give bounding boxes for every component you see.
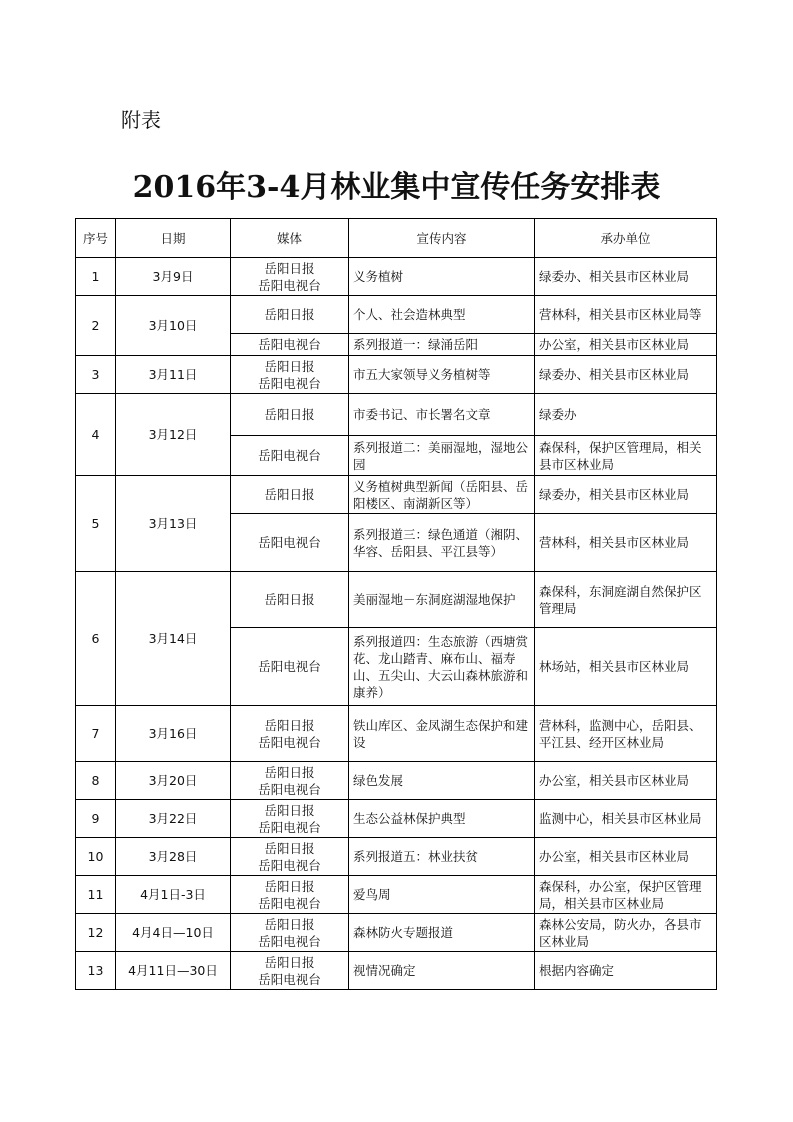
cell-unit: 森林公安局，防火办，各县市区林业局 (535, 914, 717, 952)
cell-media: 岳阳电视台 (231, 514, 349, 572)
cell-unit: 办公室，相关县市区林业局 (535, 838, 717, 876)
table-row (76, 706, 717, 762)
cell-date: 4月4日—10日 (116, 914, 231, 952)
cell-unit: 营林科，相关县市区林业局 (535, 514, 717, 572)
cell-no: 13 (76, 952, 116, 990)
cell-media (231, 876, 349, 914)
cell-no: 9 (76, 800, 116, 838)
header-media: 媒体 (231, 219, 349, 258)
table-row (76, 762, 717, 800)
cell-unit: 绿委办，相关县市区林业局 (535, 476, 717, 514)
cell-date: 3月12日 (116, 394, 231, 476)
media-paper: 岳阳日报 (264, 840, 315, 856)
cell-date: 3月10日 (116, 296, 231, 356)
cell-unit: 森保科，东洞庭湖自然保护区管理局 (535, 572, 717, 628)
cell-media: 岳阳电视台 (231, 334, 349, 356)
media-tv: 岳阳电视台 (258, 781, 321, 797)
table-row (76, 952, 717, 990)
cell-content: 生态公益林保护典型 (349, 800, 535, 838)
cell-date: 3月20日 (116, 762, 231, 800)
cell-content: 铁山库区、金凤湖生态保护和建设 (349, 706, 535, 762)
cell-date: 3月16日 (116, 706, 231, 762)
media-tv: 岳阳电视台 (258, 734, 321, 750)
document-title: 2016年3-4月林业集中宣传任务安排表 (132, 170, 661, 205)
cell-unit: 办公室，相关县市区林业局 (535, 334, 717, 356)
cell-content: 义务植树典型新闻（岳阳县、岳阳楼区、南湖新区等） (349, 476, 535, 514)
annex-label: 附表 (121, 108, 161, 132)
cell-content: 视情况确定 (349, 952, 535, 990)
cell-media (231, 706, 349, 762)
cell-unit: 营林科，监测中心，岳阳县、平江县、经开区林业局 (535, 706, 717, 762)
cell-no: 12 (76, 914, 116, 952)
cell-date: 3月28日 (116, 838, 231, 876)
media-tv: 岳阳电视台 (258, 895, 321, 911)
cell-media (231, 762, 349, 800)
media-tv: 岳阳电视台 (258, 971, 321, 987)
cell-date: 3月13日 (116, 476, 231, 572)
cell-content: 美丽湿地－东洞庭湖湿地保护 (349, 572, 535, 628)
cell-no: 3 (76, 356, 116, 394)
table-header-row (76, 219, 717, 258)
header-unit: 承办单位 (535, 219, 717, 258)
cell-date: 3月11日 (116, 356, 231, 394)
media-paper: 岳阳日报 (264, 764, 315, 780)
cell-no: 2 (76, 296, 116, 356)
media-tv: 岳阳电视台 (258, 819, 321, 835)
cell-no: 6 (76, 572, 116, 706)
cell-unit: 根据内容确定 (535, 952, 717, 990)
header-no: 序号 (76, 219, 116, 258)
media-paper: 岳阳日报 (264, 358, 315, 374)
media-tv: 岳阳电视台 (258, 277, 321, 293)
cell-media (231, 914, 349, 952)
cell-content: 义务植树 (349, 258, 535, 296)
cell-content: 系列报道二：美丽湿地，湿地公园 (349, 436, 535, 476)
cell-no: 7 (76, 706, 116, 762)
cell-no: 11 (76, 876, 116, 914)
media-paper: 岳阳日报 (264, 260, 315, 276)
table-row (76, 914, 717, 952)
cell-unit: 营林科，相关县市区林业局等 (535, 296, 717, 334)
cell-media: 岳阳日报 (231, 394, 349, 436)
media-paper: 岳阳日报 (264, 878, 315, 894)
cell-content: 系列报道五：林业扶贫 (349, 838, 535, 876)
cell-date: 3月9日 (116, 258, 231, 296)
cell-content: 系列报道三：绿色通道（湘阴、华容、岳阳县、平江县等） (349, 514, 535, 572)
cell-media (231, 952, 349, 990)
table-row (76, 876, 717, 914)
cell-unit: 监测中心，相关县市区林业局 (535, 800, 717, 838)
table-row (76, 258, 717, 296)
cell-unit: 绿委办、相关县市区林业局 (535, 356, 717, 394)
cell-content: 个人、社会造林典型 (349, 296, 535, 334)
media-paper: 岳阳日报 (264, 916, 315, 932)
media-tv: 岳阳电视台 (258, 375, 321, 391)
table-row (76, 394, 717, 436)
cell-media (231, 356, 349, 394)
cell-no: 5 (76, 476, 116, 572)
cell-media: 岳阳电视台 (231, 436, 349, 476)
cell-media (231, 800, 349, 838)
media-paper: 岳阳日报 (264, 954, 315, 970)
cell-media: 岳阳日报 (231, 296, 349, 334)
cell-media: 岳阳日报 (231, 476, 349, 514)
header-content: 宣传内容 (349, 219, 535, 258)
cell-date: 3月14日 (116, 572, 231, 706)
cell-no: 4 (76, 394, 116, 476)
cell-media: 岳阳电视台 (231, 628, 349, 706)
cell-date: 3月22日 (116, 800, 231, 838)
cell-content: 系列报道一：绿涌岳阳 (349, 334, 535, 356)
cell-media: 岳阳日报 (231, 572, 349, 628)
table-row (76, 476, 717, 514)
cell-media (231, 838, 349, 876)
cell-no: 10 (76, 838, 116, 876)
schedule-table (75, 218, 717, 990)
table-row (76, 800, 717, 838)
cell-content: 绿色发展 (349, 762, 535, 800)
table-row (76, 838, 717, 876)
cell-unit: 绿委办、相关县市区林业局 (535, 258, 717, 296)
cell-no: 1 (76, 258, 116, 296)
cell-media (231, 258, 349, 296)
cell-unit: 林场站，相关县市区林业局 (535, 628, 717, 706)
cell-unit: 森保科，办公室，保护区管理局，相关县市区林业局 (535, 876, 717, 914)
table-row (76, 296, 717, 334)
media-paper: 岳阳日报 (264, 717, 315, 733)
cell-no: 8 (76, 762, 116, 800)
cell-unit: 绿委办 (535, 394, 717, 436)
cell-unit: 办公室，相关县市区林业局 (535, 762, 717, 800)
header-date: 日期 (116, 219, 231, 258)
table-row (76, 572, 717, 628)
media-tv: 岳阳电视台 (258, 857, 321, 873)
media-paper: 岳阳日报 (264, 802, 315, 818)
cell-unit: 森保科，保护区管理局，相关县市区林业局 (535, 436, 717, 476)
cell-content: 系列报道四：生态旅游（西塘赏花、龙山踏青、麻布山、福寿山、五尖山、大云山森林旅游和康养） (349, 628, 535, 706)
cell-content: 爱鸟周 (349, 876, 535, 914)
media-tv: 岳阳电视台 (258, 933, 321, 949)
cell-content: 市五大家领导义务植树等 (349, 356, 535, 394)
table-row (76, 356, 717, 394)
cell-date: 4月1日-3日 (116, 876, 231, 914)
cell-content: 市委书记、市长署名文章 (349, 394, 535, 436)
cell-date: 4月11日—30日 (116, 952, 231, 990)
cell-content: 森林防火专题报道 (349, 914, 535, 952)
